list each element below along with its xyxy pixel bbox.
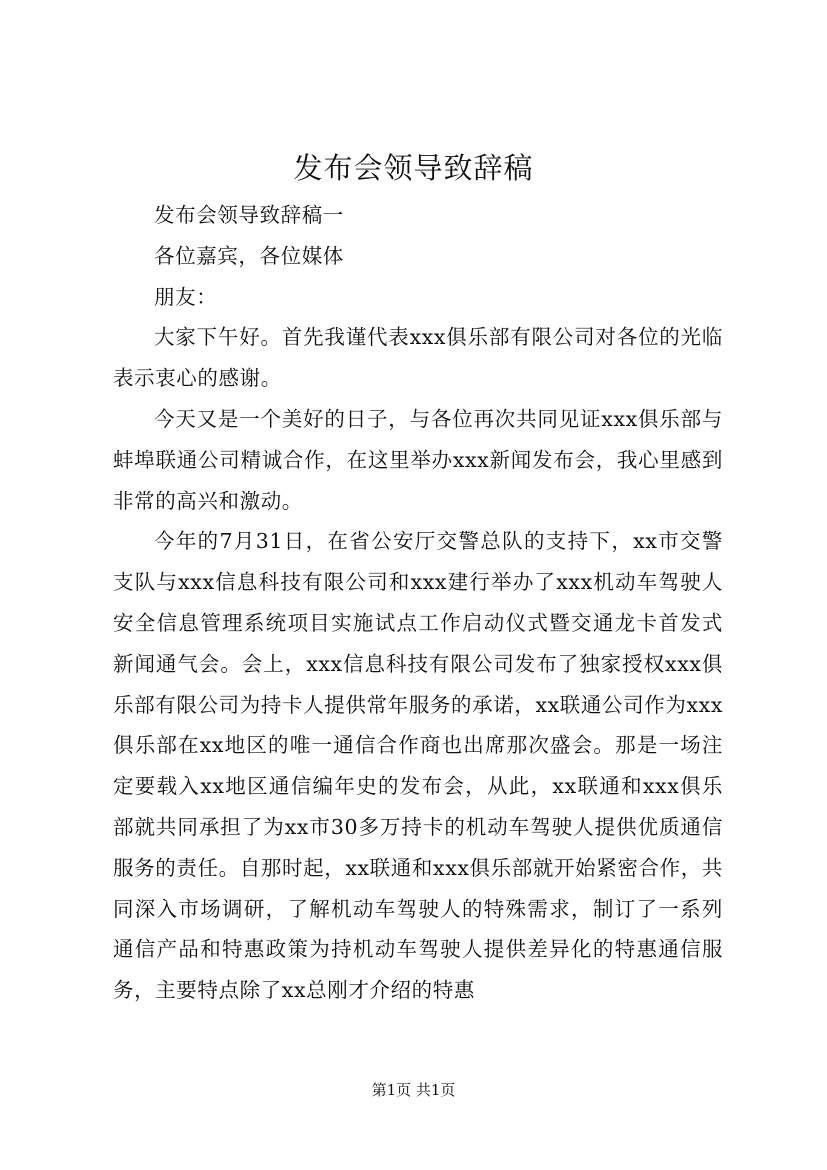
paragraph-occasion: 今天又是一个美好的日子，与各位再次共同见证xxx俱乐部与蚌埠联通公司精诚合作，在这里举办xxx新闻发布会，我心里感到非常的高兴和激动。 — [113, 406, 723, 513]
paragraph-salutation: 各位嘉宾，各位媒体 — [154, 243, 344, 268]
page-number-footer: 第1页 共1页 — [371, 1081, 456, 1099]
paragraph-greeting: 大家下午好。首先我谨代表xxx俱乐部有限公司对各位的光临表示衷心的感谢。 — [113, 325, 723, 391]
paragraph-salutation-cont: 朋友： — [154, 284, 218, 309]
paragraph-history: 今年的7月31日，在省公安厅交警总队的支持下，xx市交警支队与xxx信息科技有限公司和xxx建行举办了xxx机动车驾驶人安全信息管理系统项目实施试点工作启动仪式暨交通龙卡首发式新闻通气会。会上，xxx信息科技有限公司发布了独家授权xxx俱乐部有限公司为持卡人提供常年服务的承诺，xx联通公司作为xxx俱乐部在xx地区的唯一通信合作商也出席那次盛会。那是一场注定要载入xx地区通信编年史的发布会，从此，xx联通和xxx俱乐部就共同承担了为xx市30多万持卡的机动车驾驶人提供优质通信服务的责任。自那时起，xx联通和xxx俱乐部就开始紧密合作，共同深入市场调研，了解机动车驾驶人的特殊需求，制订了一系列通信产品和特惠政策为持机动车驾驶人提供差异化的特惠通信服务，主要特点除了xx总刚才介绍的特惠 — [113, 529, 723, 1003]
paragraph-subtitle: 发布会领导致辞稿一 — [154, 203, 344, 227]
document-title: 发布会领导致辞稿 — [293, 151, 534, 185]
document-body — [113, 195, 723, 1011]
